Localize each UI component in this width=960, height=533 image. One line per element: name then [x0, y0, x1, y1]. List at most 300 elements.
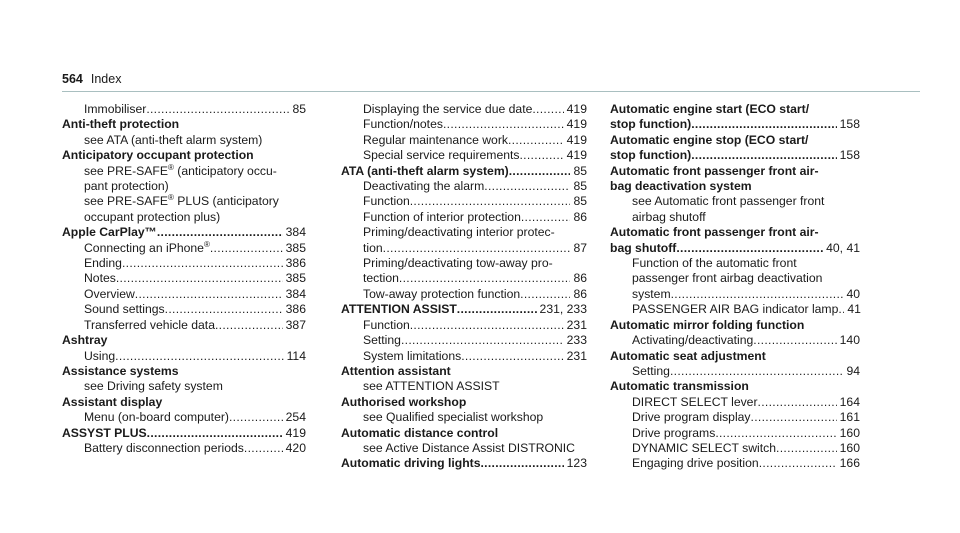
entry-label: Anticipatory occupant protection	[62, 148, 254, 163]
entry-label: PASSENGER AIR BAG indicator lamp	[632, 302, 839, 317]
page-reference: 85	[573, 163, 587, 178]
entry-text	[84, 210, 220, 225]
entry-text	[84, 302, 165, 317]
entry-text	[610, 349, 766, 364]
page-reference: 86	[573, 286, 587, 301]
page-number: 564	[62, 72, 83, 86]
page-reference: 384	[285, 286, 306, 301]
dot-leader	[671, 287, 844, 302]
page-reference: 384	[285, 225, 306, 240]
entry-text	[632, 410, 751, 425]
entry-label: Special service requirements	[363, 148, 520, 163]
index-entry	[610, 102, 860, 117]
index-subentry	[62, 256, 306, 271]
entry-label: passenger front airbag deactivation	[632, 271, 823, 286]
entry-text	[610, 225, 819, 240]
entry-text	[610, 241, 676, 256]
entry-label: ATTENTION ASSIST	[341, 302, 457, 317]
entry-label: see Qualified specialist workshop	[363, 410, 544, 425]
dot-leader	[115, 349, 283, 364]
entry-text	[62, 333, 107, 348]
entry-label: bag shutoff	[610, 240, 677, 255]
entry-text	[62, 148, 254, 163]
entry-text	[84, 256, 122, 271]
index-subentry	[62, 179, 306, 194]
entry-text	[84, 318, 215, 333]
entry-text	[363, 287, 520, 302]
entry-label: Using	[84, 348, 116, 363]
entry-text	[632, 194, 824, 209]
entry-text	[632, 256, 797, 271]
entry-text	[363, 318, 410, 333]
dot-leader	[122, 256, 283, 271]
page-reference: 40	[846, 286, 860, 301]
index-subentry	[341, 148, 587, 163]
dot-leader	[210, 241, 283, 256]
index-subentry	[610, 210, 860, 225]
entry-label: Immobiliser	[84, 102, 147, 116]
entry-label: bag deactivation system	[610, 179, 752, 194]
index-entry	[610, 148, 860, 163]
dot-leader	[383, 241, 571, 256]
entry-text	[363, 102, 532, 117]
entry-label: Automatic driving lights	[341, 456, 481, 471]
dot-leader	[759, 456, 837, 471]
dot-leader	[401, 333, 564, 348]
entry-text	[610, 164, 819, 179]
index-subentry	[341, 349, 587, 364]
page-reference: 385	[285, 240, 306, 255]
page-reference: 386	[285, 256, 306, 271]
entry-label: see Automatic front passenger front	[632, 194, 825, 209]
dot-leader	[484, 179, 570, 194]
entry-label: Overview	[84, 286, 135, 301]
index-subentry	[341, 410, 587, 425]
index-entry	[610, 379, 860, 394]
entry-text	[84, 179, 169, 194]
entry-text	[84, 441, 244, 456]
index-entry	[610, 241, 860, 256]
entry-text	[84, 379, 223, 394]
entry-label: Function	[363, 194, 410, 209]
page-reference: 158	[839, 117, 860, 132]
page-reference: 419	[566, 117, 587, 132]
entry-text	[632, 287, 671, 302]
index-subentry	[341, 287, 587, 302]
dot-leader	[519, 148, 563, 163]
index-subentry	[610, 364, 860, 379]
entry-label: Transferred vehicle data	[84, 317, 215, 332]
index-entry	[341, 456, 587, 471]
entry-text	[341, 395, 466, 410]
entry-label: Setting	[632, 363, 670, 378]
entry-text	[610, 133, 808, 148]
page-reference: 233	[566, 333, 587, 348]
page-reference: 140	[839, 333, 860, 348]
entry-label: tion	[363, 240, 383, 255]
dot-leader	[508, 133, 564, 148]
entry-label: DIRECT SELECT lever	[632, 394, 758, 409]
entry-label: Regular maintenance work	[363, 132, 508, 147]
entry-label: Assistance systems	[62, 363, 179, 378]
dot-leader	[157, 225, 283, 240]
dot-leader	[165, 302, 283, 317]
entry-label: Automatic transmission	[610, 379, 749, 394]
dot-leader	[443, 117, 564, 132]
page-reference: 123	[566, 456, 587, 471]
entry-label: occupant protection plus)	[84, 209, 221, 224]
index-subentry	[62, 210, 306, 225]
dot-leader	[521, 210, 571, 225]
entry-label: pant protection)	[84, 179, 169, 194]
page-reference: 419	[285, 425, 306, 440]
dot-leader	[676, 241, 823, 256]
page-reference: 86	[573, 271, 587, 286]
dot-leader	[116, 271, 283, 286]
index-subentry	[341, 271, 587, 286]
page-reference: 254	[285, 410, 306, 425]
index-subentry	[341, 441, 587, 456]
dot-leader	[715, 426, 836, 441]
entry-text	[84, 194, 279, 209]
entry-label: Automatic engine start (ECO start/	[610, 102, 810, 116]
index-subentry	[62, 102, 306, 117]
entry-text	[341, 302, 457, 317]
entry-text	[632, 426, 715, 441]
dot-leader	[751, 410, 837, 425]
page-reference: 160	[839, 440, 860, 455]
entry-text	[363, 194, 410, 209]
index-subentry	[610, 410, 860, 425]
entry-text	[632, 333, 753, 348]
index-subentry	[341, 318, 587, 333]
entry-label: Drive program display	[632, 410, 751, 425]
entry-text	[632, 271, 822, 286]
index-column-1	[62, 102, 306, 456]
entry-label-continued: PLUS (anticipatory	[173, 194, 279, 209]
entry-label: Setting	[363, 333, 401, 348]
entry-label: Drive programs	[632, 425, 716, 440]
dot-leader	[457, 302, 537, 317]
index-subentry	[62, 271, 306, 286]
entry-text	[610, 318, 804, 333]
dot-leader	[520, 287, 570, 302]
dot-leader	[135, 287, 283, 302]
page-reference: 85	[573, 179, 587, 194]
dot-leader	[509, 164, 571, 179]
entry-label: Function	[363, 317, 410, 332]
entry-label: Function of the automatic front	[632, 256, 797, 271]
entry-label: Automatic distance control	[341, 425, 499, 440]
dot-leader	[229, 410, 283, 425]
entry-label: Attention assistant	[341, 363, 451, 378]
page-reference: 94	[846, 363, 860, 378]
index-subentry	[62, 241, 306, 256]
index-entry	[62, 225, 306, 240]
page-reference: 87	[573, 240, 587, 255]
page-reference: 40, 41	[826, 240, 860, 255]
entry-label: Priming/deactivating interior protec-	[363, 225, 555, 240]
index-subentry	[62, 349, 306, 364]
entry-text	[610, 179, 752, 194]
entry-label: system	[632, 286, 671, 301]
entry-text	[610, 379, 749, 394]
index-subentry	[610, 456, 860, 471]
entry-text	[363, 133, 508, 148]
index-subentry	[341, 102, 587, 117]
index-entry	[62, 364, 306, 379]
page-reference: 85	[292, 102, 306, 116]
registered-mark: ®	[168, 162, 174, 172]
index-subentry	[610, 302, 860, 317]
index-subentry	[341, 117, 587, 132]
index-subentry	[341, 241, 587, 256]
index-subentry	[341, 379, 587, 394]
registered-mark: ®	[203, 239, 210, 249]
index-subentry	[62, 194, 306, 209]
entry-text	[363, 210, 521, 225]
entry-text	[84, 271, 116, 286]
entry-text	[632, 364, 670, 379]
entry-label: DYNAMIC SELECT switch	[632, 440, 777, 455]
header-divider	[62, 91, 920, 92]
index-entry	[62, 426, 306, 441]
index-entry	[610, 349, 860, 364]
entry-text	[84, 102, 146, 117]
entry-label: stop function)	[610, 117, 692, 132]
index-entry	[62, 117, 306, 132]
entry-label: Tow-away protection function	[363, 286, 521, 301]
entry-label: see Driving safety system	[84, 379, 223, 394]
index-subentry	[341, 210, 587, 225]
index-column-3	[610, 102, 860, 472]
index-subentry	[62, 164, 306, 179]
entry-text	[363, 271, 399, 286]
entry-label: Anti-theft protection	[62, 117, 180, 132]
page-reference: 419	[566, 132, 587, 147]
page-reference: 231	[566, 348, 587, 363]
page-reference: 164	[839, 394, 860, 409]
entry-label: Automatic mirror folding function	[610, 317, 805, 332]
entry-text	[84, 287, 135, 302]
entry-label: Engaging drive position	[632, 456, 759, 471]
dot-leader	[410, 318, 564, 333]
entry-label: Displaying the service due date	[363, 102, 533, 116]
index-subentry	[341, 179, 587, 194]
entry-label: see PRE-SAFE	[84, 163, 168, 178]
index-entry	[610, 318, 860, 333]
entry-text	[62, 426, 147, 441]
page-reference: 114	[286, 348, 306, 363]
entry-text	[363, 117, 443, 132]
entry-label: stop function)	[610, 148, 692, 163]
dot-leader	[758, 395, 837, 410]
page-reference: 41	[847, 302, 861, 317]
index-subentry	[62, 133, 306, 148]
index-entry	[62, 395, 306, 410]
index-subentry	[341, 133, 587, 148]
entry-text	[632, 395, 758, 410]
index-subentry	[62, 318, 306, 333]
entry-text	[341, 426, 498, 441]
page-reference: 419	[566, 102, 587, 116]
index-subentry	[341, 194, 587, 209]
entry-label: Apple CarPlay™	[62, 225, 157, 240]
entry-label: Automatic seat adjustment	[610, 348, 766, 363]
dot-leader	[776, 441, 837, 456]
dot-leader	[532, 102, 563, 117]
index-subentry	[62, 441, 306, 456]
entry-label: airbag shutoff	[632, 209, 706, 224]
index-entry	[610, 225, 860, 240]
entry-text	[363, 241, 383, 256]
page-reference: 231, 233	[539, 302, 587, 317]
entry-text	[363, 333, 401, 348]
page-reference: 85	[573, 194, 587, 209]
entry-label: Deactivating the alarm	[363, 179, 485, 194]
entry-label: Ashtray	[62, 333, 108, 348]
entry-text	[632, 441, 776, 456]
registered-mark: ®	[168, 193, 174, 203]
entry-text	[62, 117, 179, 132]
dot-leader	[215, 318, 283, 333]
entry-label: Automatic engine stop (ECO start/	[610, 132, 809, 147]
entry-text	[341, 364, 451, 379]
entry-label: Function of interior protection	[363, 209, 521, 224]
index-entry	[610, 133, 860, 148]
page-header	[62, 72, 121, 86]
page-reference: 385	[285, 271, 306, 286]
index-subentry	[341, 256, 587, 271]
index-subentry	[610, 333, 860, 348]
entry-text	[62, 395, 162, 410]
entry-text	[632, 456, 759, 471]
entry-label: see Active Distance Assist DISTRONIC	[363, 440, 575, 455]
page-reference: 86	[573, 209, 587, 224]
entry-text	[610, 102, 809, 117]
entry-text	[84, 164, 277, 179]
entry-text	[363, 225, 555, 240]
index-entry	[341, 395, 587, 410]
entry-text	[363, 379, 500, 394]
entry-label: Activating/deactivating	[632, 333, 754, 348]
entry-label: Authorised workshop	[341, 394, 467, 409]
index-subentry	[341, 333, 587, 348]
index-subentry	[610, 395, 860, 410]
entry-label: Automatic front passenger front air-	[610, 163, 819, 178]
page-reference: 166	[839, 456, 860, 471]
entry-label: ATA (anti-theft alarm system)	[341, 163, 509, 178]
index-subentry	[62, 379, 306, 394]
dot-leader	[147, 426, 283, 441]
entry-label: Connecting an iPhone	[84, 240, 204, 255]
index-subentry	[610, 256, 860, 271]
page-reference: 231	[566, 317, 587, 332]
entry-text	[84, 241, 210, 256]
index-subentry	[610, 194, 860, 209]
entry-text	[610, 148, 691, 163]
page-title: Index	[90, 72, 122, 86]
dot-leader	[146, 102, 289, 117]
entry-text	[363, 349, 461, 364]
index-subentry	[610, 426, 860, 441]
index-subentry	[610, 287, 860, 302]
entry-text	[363, 256, 553, 271]
entry-text	[363, 410, 543, 425]
dot-leader	[691, 117, 836, 132]
page-reference: 160	[839, 425, 860, 440]
dot-leader	[480, 456, 563, 471]
entry-label: System limitations	[363, 348, 462, 363]
index-entry	[610, 164, 860, 179]
page-reference: 387	[285, 317, 306, 332]
index-entry	[341, 364, 587, 379]
dot-leader	[691, 148, 836, 163]
index-entry	[62, 148, 306, 163]
index-subentry	[62, 302, 306, 317]
index-entry	[610, 117, 860, 132]
entry-label: Battery disconnection periods	[84, 440, 244, 455]
dot-leader	[461, 349, 563, 364]
index-subentry	[62, 410, 306, 425]
entry-label: Automatic front passenger front air-	[610, 225, 819, 240]
dot-leader	[670, 364, 843, 379]
entry-text	[363, 441, 575, 456]
dot-leader	[753, 333, 836, 348]
entry-label: Function/notes	[363, 117, 443, 132]
entry-label: ASSYST PLUS	[62, 425, 147, 440]
entry-text	[632, 210, 706, 225]
page-reference: 386	[285, 302, 306, 317]
entry-text	[632, 302, 838, 317]
page-reference: 161	[839, 410, 860, 425]
entry-text	[62, 225, 157, 240]
index-subentry	[610, 271, 860, 286]
entry-label: tection	[363, 271, 399, 286]
index-entry	[341, 302, 587, 317]
dot-leader	[410, 194, 571, 209]
entry-label: Assistant display	[62, 394, 163, 409]
entry-label: see ATTENTION ASSIST	[363, 379, 500, 394]
entry-label: Sound settings	[84, 302, 165, 317]
entry-text	[84, 133, 262, 148]
index-entry	[341, 164, 587, 179]
index-column-2	[341, 102, 587, 472]
page-reference: 158	[839, 148, 860, 163]
page-reference: 419	[566, 148, 587, 163]
entry-text	[341, 456, 480, 471]
entry-text	[62, 364, 179, 379]
entry-label: see ATA (anti-theft alarm system)	[84, 132, 263, 147]
entry-label: Notes	[84, 271, 116, 286]
page-reference: 420	[285, 440, 306, 455]
entry-label: see PRE-SAFE	[84, 194, 168, 209]
entry-text	[610, 117, 691, 132]
dot-leader	[244, 441, 283, 456]
index-subentry	[62, 287, 306, 302]
dot-leader	[399, 271, 571, 286]
entry-text	[363, 179, 484, 194]
index-entry	[610, 179, 860, 194]
entry-label: Menu (on-board computer)	[84, 410, 229, 425]
entry-text	[84, 349, 115, 364]
entry-text	[84, 410, 229, 425]
index-subentry	[341, 225, 587, 240]
entry-text	[363, 148, 519, 163]
entry-text	[341, 164, 509, 179]
index-entry	[62, 333, 306, 348]
entry-label-continued: (anticipatory occu-	[173, 163, 277, 178]
